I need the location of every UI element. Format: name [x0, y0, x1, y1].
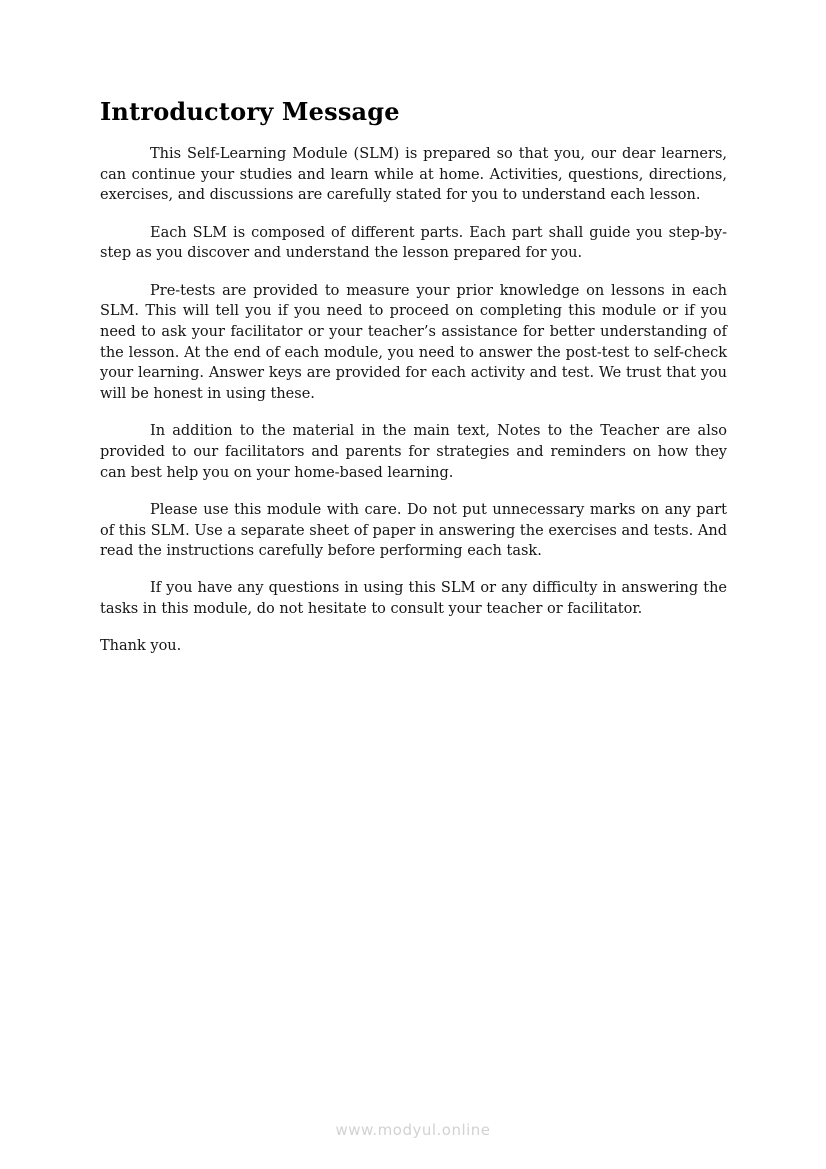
page-title: Introductory Message — [100, 97, 400, 126]
closing-line: Thank you. — [100, 638, 182, 655]
paragraph-module-care: Please use this module with care. Do not put unnecessary marks on any part of this SLM. Use a separate sheet of paper in answering the exercises and tests. And read the instructions carefully before performing each task. — [100, 501, 727, 560]
paragraph-intro-slm: This Self-Learning Module (SLM) is prepared so that you, our dear learners, can continue your studies and learn while at home. Activities, questions, directions, exercises, and discussions are carefully stated for you to understand each lesson. — [100, 146, 727, 204]
paragraph-pretests: Pre-tests are provided to measure your prior knowledge on lessons in each SLM. This will tell you if you need to proceed on completing this module or if you need to ask your facilitator or your teacher’s assistance for better understanding of the lesson. At the end of each module, you need to answer the post-test to self-check your learning. Answer keys are provided for each activity and test. We trust that you will be honest in using these. — [100, 282, 727, 403]
paragraph-slm-parts: Each SLM is composed of different parts. Each part shall guide you step-by-step as you discover and understand the lesson prepared for you. — [100, 224, 727, 262]
paragraph-notes-to-teacher: In addition to the material in the main text, Notes to the Teacher are also provided to our facilitators and parents for strategies and reminders on how they can best help you on your home-based learning. — [100, 423, 727, 481]
watermark-text: www.modyul.online — [335, 1121, 491, 1139]
paragraph-questions: If you have any questions in using this SLM or any difficulty in answering the tasks in this module, do not hesitate to consult your teacher or facilitator. — [100, 580, 727, 618]
